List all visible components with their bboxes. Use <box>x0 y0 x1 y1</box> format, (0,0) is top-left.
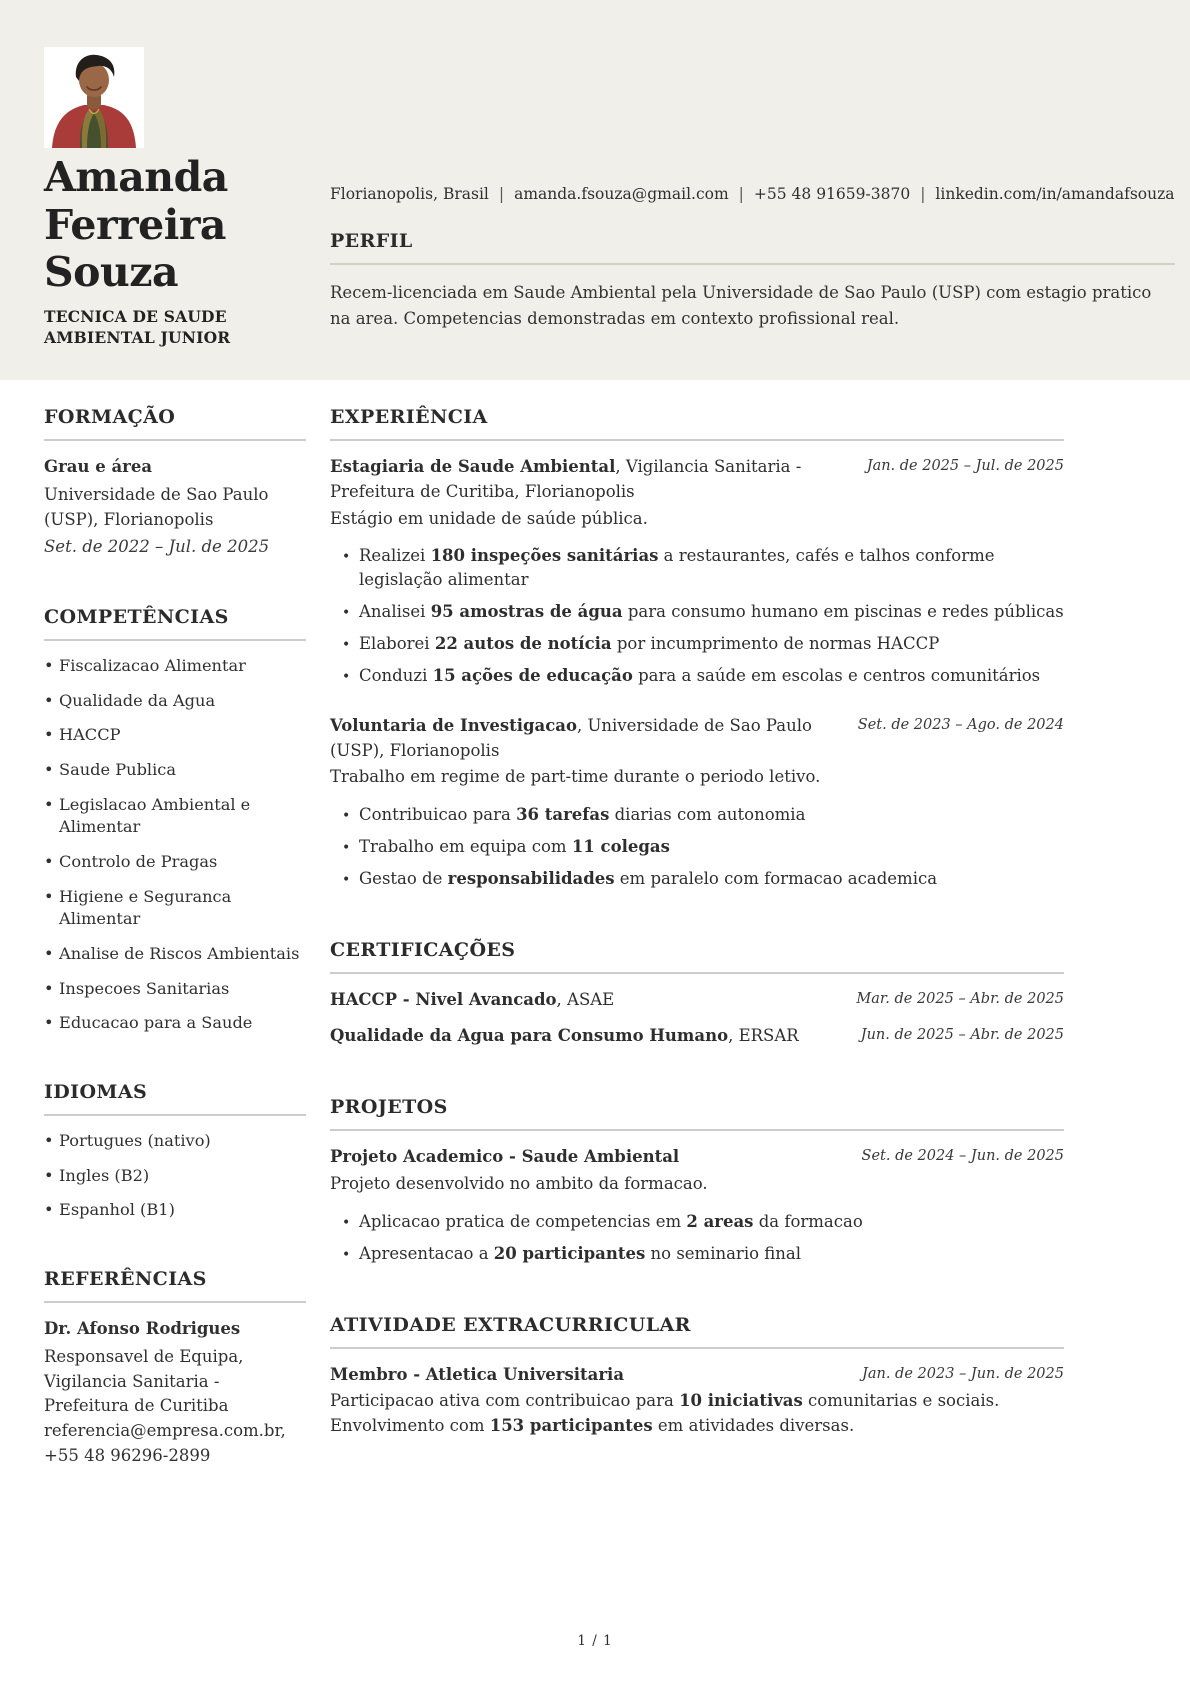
bullet-item: • Realizei 180 inspeções sanitárias a restaurantes, cafés e talhos conforme legislação alimentar <box>342 544 1064 592</box>
entry-bullets <box>342 1210 1064 1266</box>
entry-dates: Set. de 2023 – Ago. de 2024 <box>857 716 1064 733</box>
competencias-list <box>44 655 306 1035</box>
section-experiencia <box>330 406 1064 891</box>
header <box>0 0 1190 380</box>
list-item: • Ingles (B2) <box>44 1165 306 1188</box>
formacao-institution: Universidade de Sao Paulo (USP), Florianopolis <box>44 484 269 529</box>
entry-description: Participacao ativa com contribuicao para 10 iniciativas comunitarias e sociais. Envolvimento com 153 participantes em atividades diversas. <box>330 1391 1000 1436</box>
bullet-item: • Gestao de responsabilidades em paralelo com formacao academica <box>342 867 1064 891</box>
list-item: • Portugues (nativo) <box>44 1130 306 1153</box>
bullet-item: • Conduzi 15 ações de educação para a saúde em escolas e centros comunitários <box>342 664 1064 688</box>
reference-name: Dr. Afonso Rodrigues <box>44 1319 241 1339</box>
bullet-item: • Contribuicao para 36 tarefas diarias com autonomia <box>342 803 1064 827</box>
certification-row <box>330 1024 1064 1049</box>
body-columns <box>0 380 1190 1515</box>
profile-photo-illustration <box>44 47 144 148</box>
list-item: • Espanhol (B1) <box>44 1199 306 1222</box>
entry-dates: Set. de 2024 – Jun. de 2025 <box>861 1148 1064 1165</box>
certification-title: HACCP - Nivel Avancado, ASAE <box>330 989 615 1009</box>
main-content <box>330 406 1064 1515</box>
list-item: • Saude Publica <box>44 759 306 782</box>
project-entry <box>330 1145 1064 1265</box>
entry-title: Voluntaria de Investigacao, Universidade de Sao Paulo (USP), Florianopolis <box>330 715 812 760</box>
perfil-heading: PERFIL <box>330 230 1175 265</box>
entry-summary: Projeto desenvolvido no ambito da formacao. <box>330 1174 708 1194</box>
section-perfil <box>330 230 1175 331</box>
atividade-heading: ATIVIDADE EXTRACURRICULAR <box>330 1314 1064 1349</box>
bullet-item: • Analisei 95 amostras de água para consumo humano em piscinas e redes públicas <box>342 600 1064 624</box>
list-item: • Higiene e Seguranca Alimentar <box>44 886 306 931</box>
list-item: • Analise de Riscos Ambientais <box>44 943 306 966</box>
section-certificacoes <box>330 939 1064 1049</box>
section-atividade-extracurricular <box>330 1314 1064 1439</box>
certification-dates: Jun. de 2025 – Abr. de 2025 <box>860 1026 1064 1043</box>
competencias-heading: COMPETÊNCIAS <box>44 606 306 641</box>
header-identity <box>44 0 316 380</box>
sidebar <box>44 406 306 1515</box>
formacao-degree: Grau e área <box>44 457 153 476</box>
list-item: • Inspecoes Sanitarias <box>44 978 306 1001</box>
experience-entry <box>330 714 1064 891</box>
list-item: • Controlo de Pragas <box>44 851 306 874</box>
section-competencias <box>44 606 306 1035</box>
contact-linkedin: linkedin.com/in/amandafsouza <box>935 185 1175 203</box>
entry-summary: Estágio em unidade de saúde pública. <box>330 508 648 528</box>
formacao-dates: Set. de 2022 – Jul. de 2025 <box>44 537 270 557</box>
experience-entry <box>330 455 1064 688</box>
entry-header <box>330 1363 1064 1388</box>
perfil-text: Recem-licenciada em Saude Ambiental pela Universidade de Sao Paulo (USP) com estagio pratico na area. Competencias demonstradas em contexto profissional real. <box>330 283 1152 328</box>
referencias-heading: REFERÊNCIAS <box>44 1268 306 1303</box>
entry-summary: Trabalho em regime de part-time durante o periodo letivo. <box>330 767 821 787</box>
certification-title: Qualidade da Agua para Consumo Humano, ERSAR <box>330 1025 799 1045</box>
activity-entry <box>330 1363 1064 1439</box>
entry-title: Projeto Academico - Saude Ambiental <box>330 1147 680 1167</box>
reference-contact: referencia@empresa.com.br, +55 48 96296-2899 <box>44 1421 286 1465</box>
certification-dates: Mar. de 2025 – Abr. de 2025 <box>856 990 1064 1007</box>
contact-location: Florianopolis, Brasil <box>330 185 489 203</box>
list-item: • Fiscalizacao Alimentar <box>44 655 306 678</box>
list-item: • Qualidade da Agua <box>44 690 306 713</box>
person-title: TECNICA DE SAUDE AMBIENTAL JUNIOR <box>44 306 231 348</box>
entry-header <box>330 1145 1064 1170</box>
contact-separator: | <box>498 185 505 203</box>
contact-phone: +55 48 91659-3870 <box>753 185 911 203</box>
entry-bullets <box>342 544 1064 688</box>
entry-bullets <box>342 803 1064 891</box>
person-name: Amanda Ferreira Souza <box>44 153 228 297</box>
certificacoes-heading: CERTIFICAÇÕES <box>330 939 1064 974</box>
bullet-item: • Trabalho em equipa com 11 colegas <box>342 835 1064 859</box>
list-item: • Educacao para a Saude <box>44 1012 306 1035</box>
certification-row <box>330 988 1064 1013</box>
section-idiomas <box>44 1081 306 1222</box>
page-number: 1 / 1 <box>577 1633 613 1649</box>
idiomas-list <box>44 1130 306 1222</box>
contact-line <box>330 185 1175 203</box>
entry-header <box>330 714 1064 764</box>
idiomas-heading: IDIOMAS <box>44 1081 306 1116</box>
entry-dates: Jan. de 2023 – Jun. de 2025 <box>862 1365 1064 1382</box>
entry-title: Estagiaria de Saude Ambiental, Vigilancia Sanitaria - Prefeitura de Curitiba, Florianopolis <box>330 457 802 501</box>
entry-dates: Jan. de 2025 – Jul. de 2025 <box>866 458 1064 474</box>
section-projetos <box>330 1096 1064 1265</box>
contact-email: amanda.fsouza@gmail.com <box>514 185 729 203</box>
header-summary <box>330 185 1175 380</box>
bullet-item: • Apresentacao a 20 participantes no seminario final <box>342 1242 1064 1266</box>
entry-header <box>330 455 1064 505</box>
bullet-item: • Aplicacao pratica de competencias em 2 areas da formacao <box>342 1210 1064 1234</box>
experiencia-heading: EXPERIÊNCIA <box>330 406 1064 441</box>
list-item: • Legislacao Ambiental e Alimentar <box>44 794 306 839</box>
entry-title: Membro - Atletica Universitaria <box>330 1364 625 1384</box>
contact-separator: | <box>738 185 744 203</box>
section-referencias <box>44 1268 306 1469</box>
projetos-heading: PROJETOS <box>330 1096 1064 1131</box>
list-item: • HACCP <box>44 724 306 747</box>
profile-photo <box>44 47 144 148</box>
reference-role: Responsavel de Equipa, Vigilancia Sanitaria - Prefeitura de Curitiba <box>44 1346 244 1416</box>
contact-separator: | <box>920 185 926 203</box>
section-formacao <box>44 406 306 560</box>
bullet-item: • Elaborei 22 autos de notícia por incumprimento de normas HACCP <box>342 632 1064 656</box>
formacao-heading: FORMAÇÃO <box>44 406 306 441</box>
